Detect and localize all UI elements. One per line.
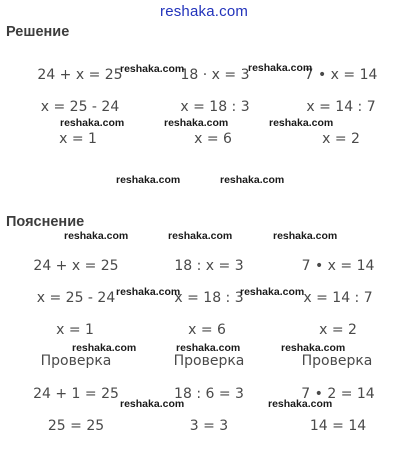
watermark: reshaka.com <box>164 117 229 129</box>
watermark: reshaka.com <box>168 230 233 242</box>
solution-eq-2-1: x = 25 - 24 <box>40 99 120 115</box>
watermark: reshaka.com <box>176 342 241 354</box>
solution-eq-1-3: 7 • x = 14 <box>304 67 378 83</box>
check-eq-2-2: 3 = 3 <box>189 418 229 434</box>
explanation-eq-2-3: x = 14 : 7 <box>303 290 373 306</box>
watermark: reshaka.com <box>281 342 346 354</box>
watermark: reshaka.com <box>273 230 338 242</box>
watermark: reshaka.com <box>269 117 334 129</box>
check-eq-1-3: 7 • 2 = 14 <box>301 386 375 402</box>
watermark: reshaka.com <box>72 342 137 354</box>
watermark: reshaka.com <box>64 230 129 242</box>
explanation-eq-3-2: x = 6 <box>188 322 226 338</box>
check-eq-2-3: 14 = 14 <box>309 418 367 434</box>
watermark: reshaka.com <box>248 62 313 74</box>
explanation-eq-1-1: 24 + x = 25 <box>33 258 119 274</box>
solution-eq-1-1: 24 + x = 25 <box>37 67 123 83</box>
watermark: reshaka.com <box>60 117 125 129</box>
check-label-1: Проверка <box>40 353 112 369</box>
explanation-eq-3-3: x = 2 <box>319 322 357 338</box>
explanation-eq-3-1: x = 1 <box>56 322 94 338</box>
watermark: reshaka.com <box>268 398 333 410</box>
check-eq-1-1: 24 + 1 = 25 <box>33 386 119 402</box>
site-logo: reshaka.com <box>160 3 249 20</box>
check-eq-2-1: 25 = 25 <box>47 418 105 434</box>
watermark: reshaka.com <box>120 63 185 75</box>
solution-heading: Решение <box>6 24 70 40</box>
solution-eq-3-1: x = 1 <box>59 131 97 147</box>
explanation-eq-2-1: x = 25 - 24 <box>36 290 116 306</box>
check-eq-1-2: 18 : 6 = 3 <box>174 386 244 402</box>
solution-eq-2-3: x = 14 : 7 <box>306 99 376 115</box>
watermark: reshaka.com <box>116 286 181 298</box>
explanation-eq-1-2: 18 : x = 3 <box>174 258 244 274</box>
check-label-2: Проверка <box>173 353 245 369</box>
watermark: reshaka.com <box>116 174 181 186</box>
watermark: reshaka.com <box>120 398 185 410</box>
watermark: reshaka.com <box>240 286 305 298</box>
solution-eq-2-2: x = 18 : 3 <box>180 99 250 115</box>
solution-eq-1-2: 18 · x = 3 <box>180 67 250 83</box>
solution-eq-3-3: x = 2 <box>322 131 360 147</box>
explanation-heading: Пояснение <box>6 214 85 230</box>
watermark: reshaka.com <box>220 174 285 186</box>
explanation-eq-1-3: 7 • x = 14 <box>301 258 375 274</box>
check-label-3: Проверка <box>301 353 373 369</box>
explanation-eq-2-2: x = 18 : 3 <box>174 290 244 306</box>
solution-eq-3-2: x = 6 <box>194 131 232 147</box>
